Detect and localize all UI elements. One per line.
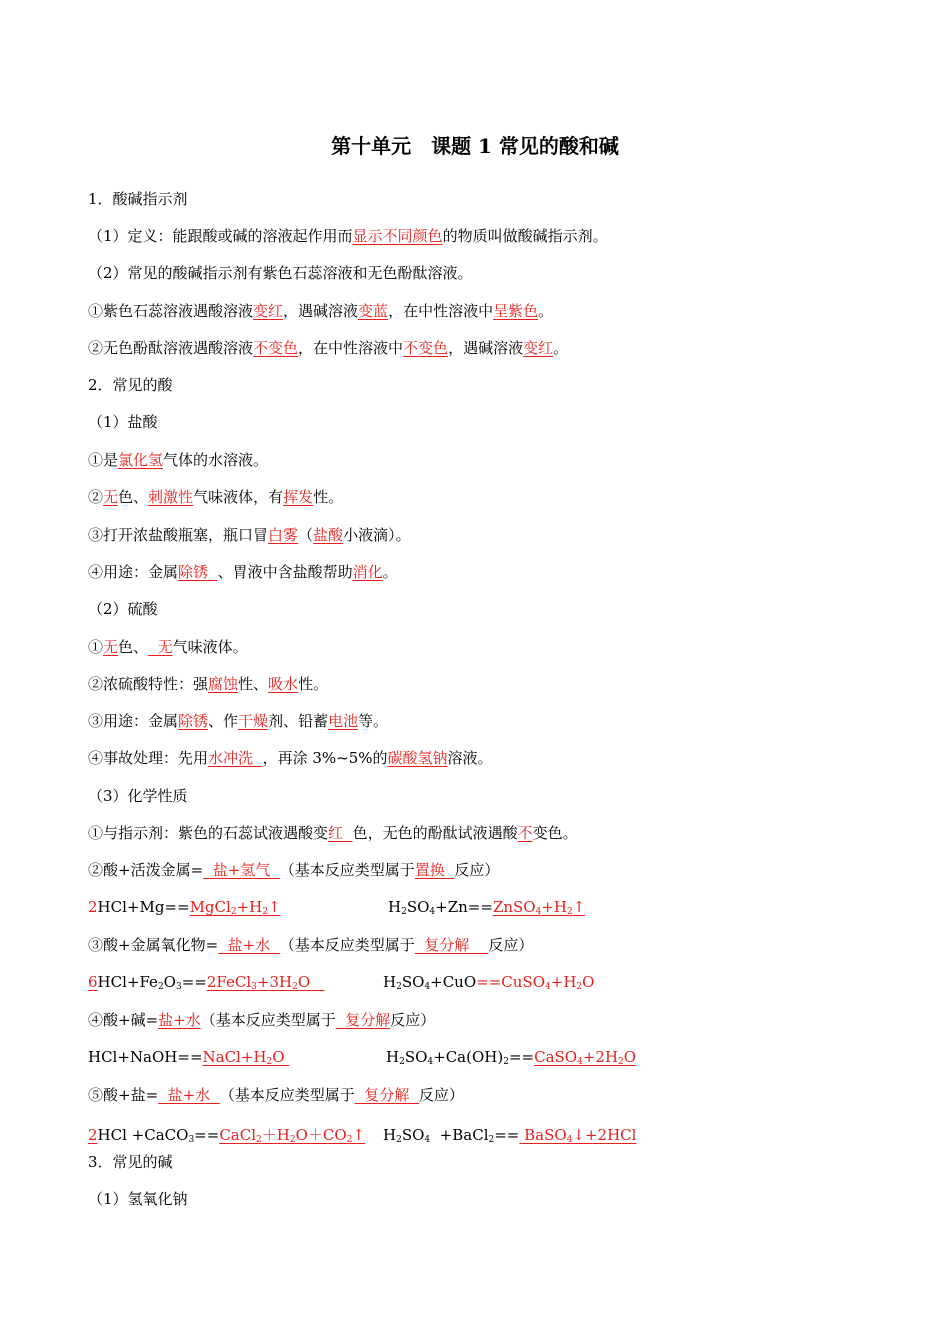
equation: $H_2SO_4+CuO==CuSO_4+H_2O$ [383,973,595,992]
equation: $H_2SO_4+Zn==ZnSO_4+H_2↑$ [388,898,586,917]
equation: $6HCl+Fe_2O_3==2FeCl_3+3H_2O$ [88,973,325,992]
subsection-heading: （1）盐酸 [88,413,158,431]
section-heading: 1．酸碱指示剂 [88,190,188,208]
subsection-heading: （3）化学性质 [88,787,188,805]
paragraph: ①紫色石蕊溶液遇酸溶液变红，遇碱溶液变蓝，在中性溶液中呈紫色。 [88,302,554,320]
paragraph: ①与指示剂：紫色的石蕊试液遇酸变红 色，无色的酚酞试液遇酸不变色。 [88,824,578,842]
paragraph: ③用途：金属除锈、作干燥剂、铅蓄电池等。 [88,712,389,730]
paragraph: ①是氯化氢气体的水溶液。 [88,451,269,469]
paragraph: （2）常见的酸碱指示剂有紫色石蕊溶液和无色酚酞溶液。 [88,264,473,282]
paragraph: ②无色酚酞溶液遇酸溶液不变色，在中性溶液中不变色，遇碱溶液变红。 [88,339,569,357]
paragraph: ④用途：金属除锈 、胃液中含盐酸帮助消化。 [88,563,398,581]
page-title: 第十单元 课题 1 常见的酸和碱 [331,134,619,158]
equation: $2HCl +CaCO_3==CaCl_2+H_2O+CO_2↑$ [88,1126,365,1145]
paragraph: ②酸+活泼金属= 盐+氢气 （基本反应类型属于置换 反应） [88,861,500,879]
paragraph: （1）定义：能跟酸或碱的溶液起作用而显示不同颜色的物质叫做酸碱指示剂。 [88,227,608,245]
equation: $HCl+NaOH==NaCl+H_2O$ [88,1048,290,1067]
paragraph: ③酸+金属氧化物= 盐+水 （基本反应类型属于 复分解 反应） [88,936,534,954]
paragraph: ④事故处理：先用水冲洗 ，再涂 3%~5%的碳酸氢钠溶液。 [88,749,493,767]
equation: $H_2SO_4$ +BaCl$_2$== BaSO$_4$↓+2HCl [383,1126,637,1145]
subsection-heading: （1）氢氧化钠 [88,1190,188,1208]
subsection-heading: （2）硫酸 [88,600,158,618]
paragraph: ①无色、 无气味液体。 [88,638,248,656]
equation: $H_2SO_4+Ca(OH)_2==CaSO_4+2H_2O$ [386,1048,637,1067]
paragraph: ③打开浓盐酸瓶塞，瓶口冒白雾（盐酸小液滴）。 [88,526,411,544]
paragraph: ⑤酸+盐= 盐+水 （基本反应类型属于 复分解 反应） [88,1086,464,1104]
equation: $2HCl+Mg==MgCl_2+H_2↑$ [88,898,281,917]
paragraph: ④酸+碱=盐+水（基本反应类型属于 复分解反应） [88,1011,436,1029]
paragraph: ②浓硫酸特性：强腐蚀性、吸水性。 [88,675,329,693]
paragraph: ②无色、刺激性气味液体，有挥发性。 [88,488,344,506]
section-heading: 3．常见的碱 [88,1153,173,1171]
section-heading: 2．常见的酸 [88,376,173,394]
